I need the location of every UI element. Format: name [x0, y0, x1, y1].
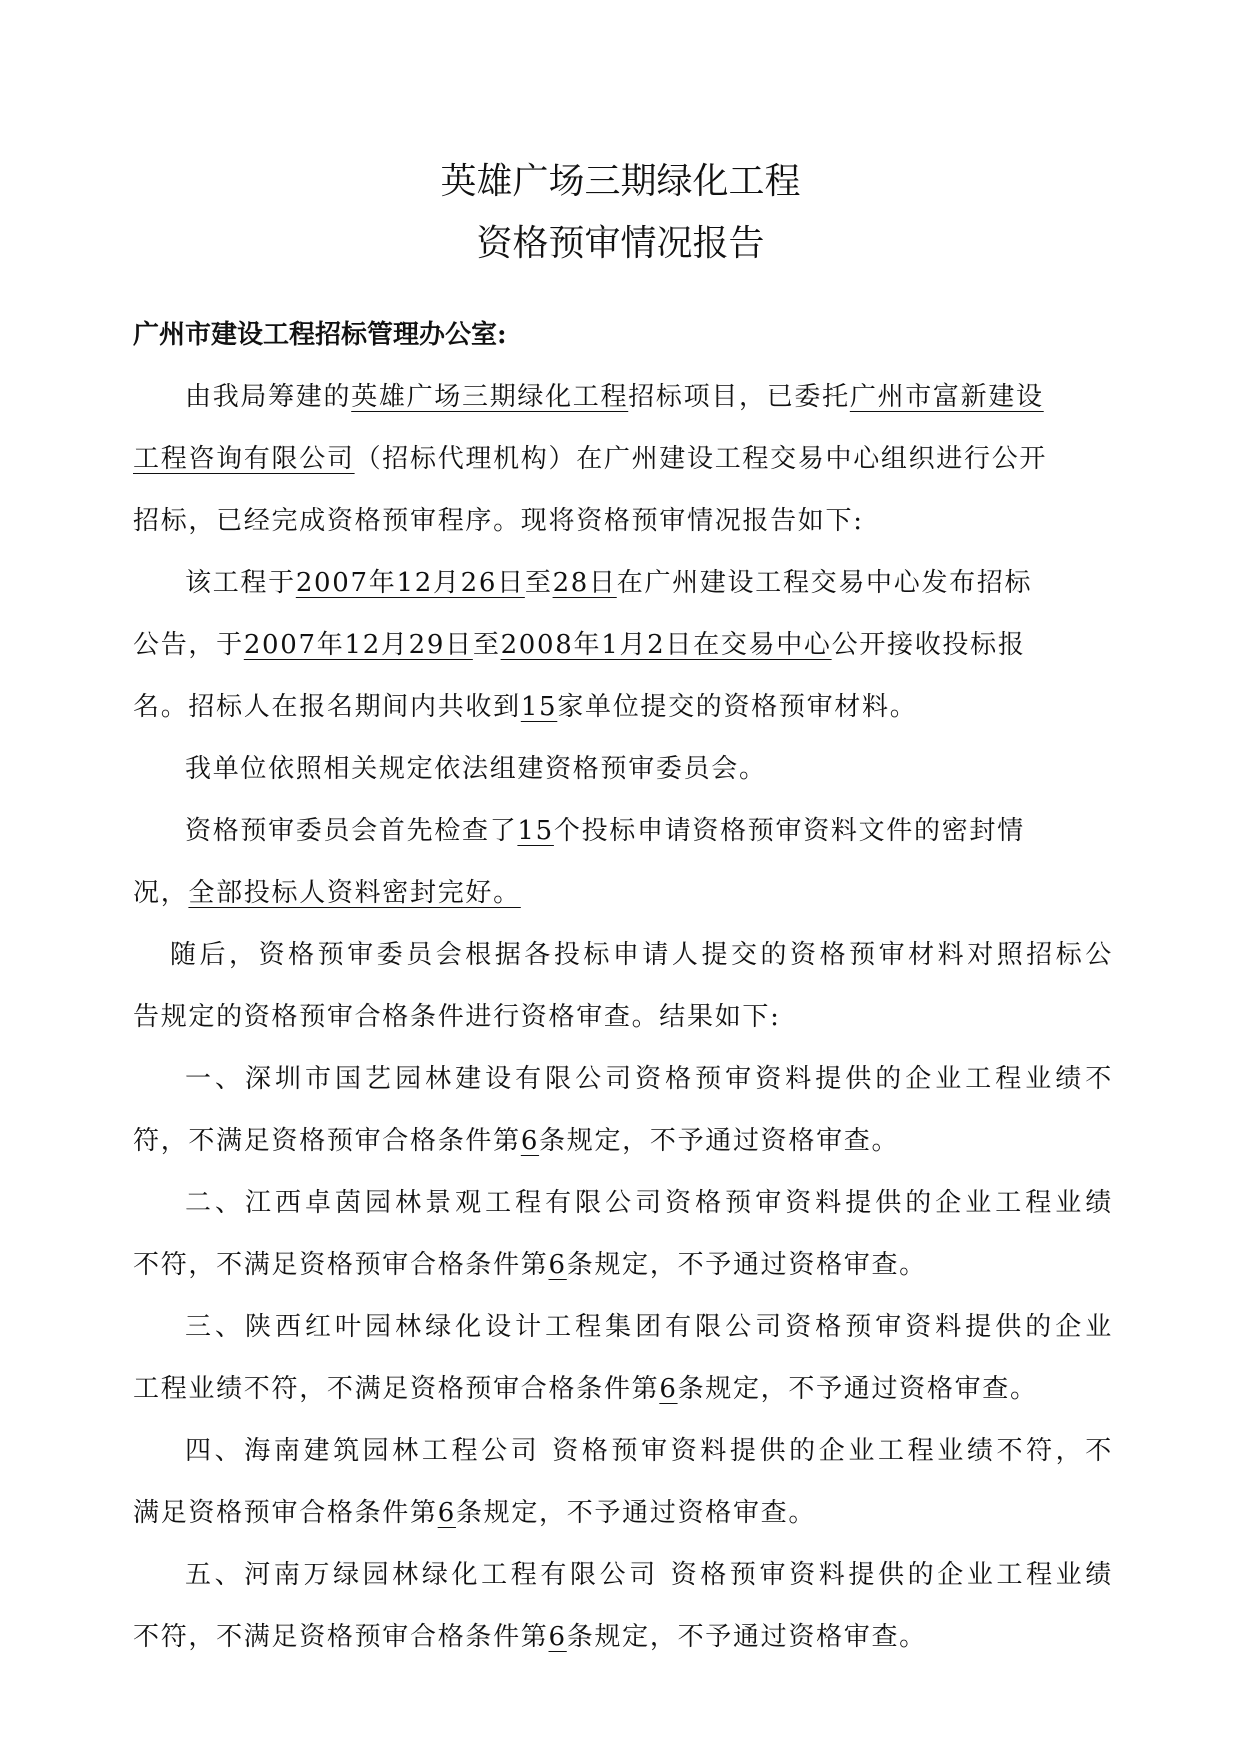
p2-line-3	[133, 690, 1113, 724]
result-item-1-line-2	[133, 1124, 1113, 1158]
agency-name-part-2: 工程咨询有限公司	[133, 444, 355, 474]
text: 名。招标人在报名期间内共收到	[133, 692, 521, 722]
p2-line-1	[185, 566, 1113, 600]
p2-line-2	[133, 628, 1113, 662]
text: 符，不满足资格预审合格条件第	[133, 1126, 521, 1156]
document-title-line-1: 英雄广场三期绿化工程	[440, 161, 801, 202]
project-name: 英雄广场三期绿化工程	[351, 382, 629, 412]
result-item-4-line-2	[133, 1496, 1113, 1530]
text: 满足资格预审合格条件第	[133, 1498, 438, 1528]
announce-start-date: 2007年12月26日	[295, 568, 525, 598]
registration-end-date: 2008年1月2日在交易中心	[500, 630, 832, 660]
text: 条规定，不予通过资格审查。	[539, 1126, 900, 1156]
text: 由我局筹建的	[185, 382, 352, 412]
text: 不符，不满足资格预审合格条件第	[133, 1622, 549, 1652]
p5-line-1: 随后，资格预审委员会根据各投标申请人提交的资格预审材料对照招标公	[170, 940, 1113, 970]
text: 该工程于	[185, 568, 296, 598]
text: 至	[472, 630, 501, 660]
clause-number: 6	[659, 1374, 678, 1404]
p5-line-2: 告规定的资格预审合格条件进行资格审查。结果如下:	[133, 1002, 781, 1032]
text: 条规定，不予通过资格审查。	[455, 1498, 817, 1528]
clause-number: 6	[520, 1126, 540, 1156]
text: 工程业绩不符，不满足资格预审合格条件第	[133, 1374, 660, 1404]
p1-line-1	[185, 380, 1113, 414]
registration-start-date: 2007年12月29日	[243, 630, 473, 660]
text: 招标项目，已委托	[628, 382, 850, 412]
text: 个投标申请资格预审资料文件的密封情	[553, 816, 1025, 846]
result-item-4-line-1: 四、海南建筑园林工程公司 资格预审资料提供的企业工程业绩不符，不	[185, 1436, 1113, 1466]
p4-line-1	[185, 814, 1113, 848]
seal-result: 全部投标人资料密封完好。	[188, 878, 521, 908]
text: （招标代理机构）在广州建设工程交易中心组织进行公开	[354, 444, 1048, 474]
text: 资格预审委员会首先检查了	[185, 816, 518, 846]
result-item-3-line-2	[133, 1372, 1113, 1406]
text: 不符，不满足资格预审合格条件第	[133, 1250, 549, 1280]
result-item-2-line-2	[133, 1248, 1113, 1282]
text: 条规定，不予通过资格审查。	[566, 1622, 927, 1652]
clause-number: 6	[548, 1622, 567, 1652]
result-item-1-line-1: 一、深圳市国艺园林建设有限公司资格预审资料提供的企业工程业绩不	[185, 1064, 1113, 1094]
result-item-5-line-2	[133, 1620, 1113, 1654]
text: 至	[524, 568, 553, 598]
text: 在广州建设工程交易中心发布招标	[616, 568, 1033, 598]
result-item-3-line-1: 三、陕西红叶园林绿化设计工程集团有限公司资格预审资料提供的企业	[185, 1312, 1113, 1342]
agency-name-part-1: 广州市富新建设	[849, 382, 1044, 412]
applicant-count: 15	[520, 692, 558, 722]
text: 家单位提交的资格预审材料。	[557, 692, 918, 722]
document-title-line-2: 资格预审情况报告	[476, 223, 765, 264]
p4-line-2	[133, 876, 1113, 910]
clause-number: 6	[548, 1250, 567, 1280]
document-count: 15	[517, 816, 554, 846]
text: 条规定，不予通过资格审查。	[677, 1374, 1038, 1404]
result-item-5-line-1: 五、河南万绿园林绿化工程有限公司 资格预审资料提供的企业工程业绩	[185, 1560, 1113, 1590]
p1-line-3: 招标，已经完成资格预审程序。现将资格预审情况报告如下:	[133, 506, 864, 536]
addressee: 广州市建设工程招标管理办公室:	[133, 320, 507, 350]
p3-line-1: 我单位依照相关规定依法组建资格预审委员会。	[185, 754, 767, 784]
clause-number: 6	[437, 1498, 456, 1528]
p1-line-2	[133, 442, 1113, 476]
text: 公告，于	[133, 630, 244, 660]
text: 况，	[133, 878, 189, 908]
announce-end-date: 28日	[552, 568, 617, 598]
result-item-2-line-1: 二、江西卓茵园林景观工程有限公司资格预审资料提供的企业工程业绩	[185, 1188, 1113, 1218]
text: 公开接收投标报	[831, 630, 1026, 660]
text: 条规定，不予通过资格审查。	[566, 1250, 927, 1280]
